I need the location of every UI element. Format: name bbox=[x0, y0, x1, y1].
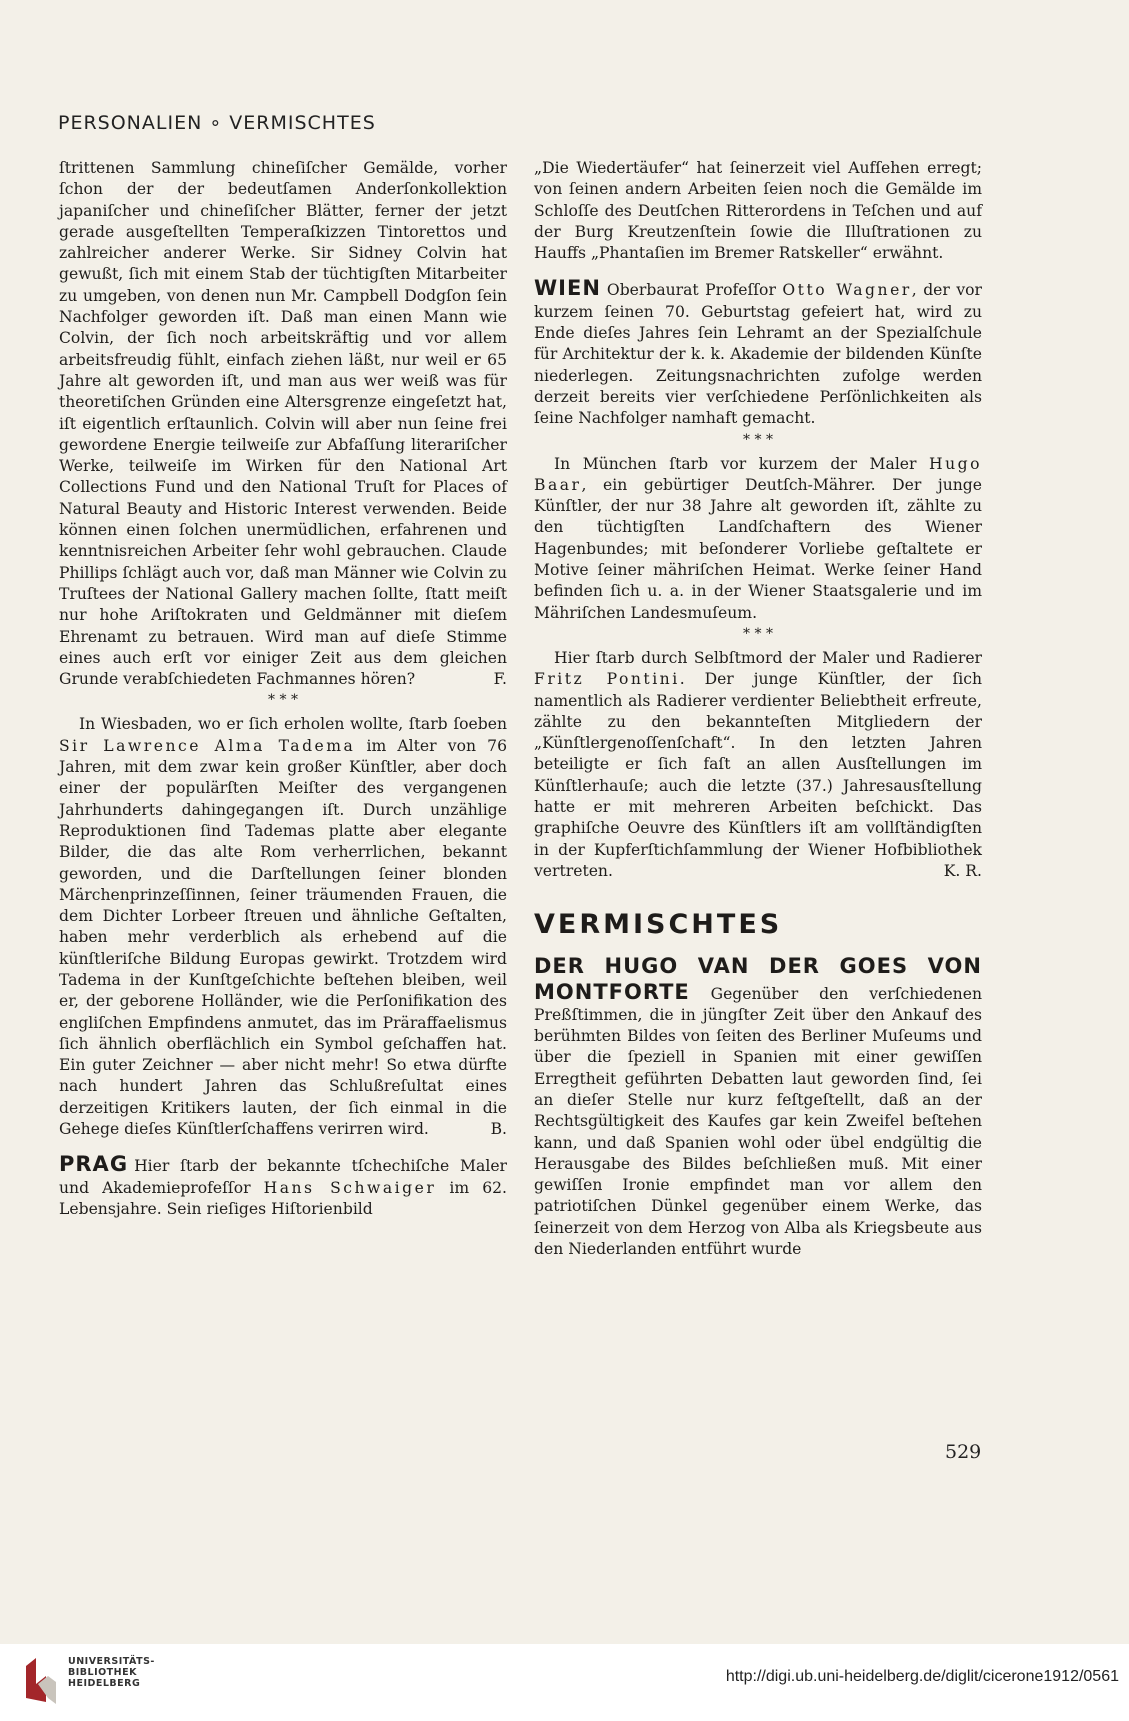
source-url-link[interactable]: http://digi.ub.uni-heidelberg.de/diglit/cicerone1912/0561 bbox=[725, 1668, 1119, 1685]
digitization-footer bbox=[0, 1644, 1129, 1721]
name-schwaiger: Hans Schwaiger bbox=[263, 1178, 437, 1197]
name-otto-wagner: Otto Wagner bbox=[782, 281, 912, 300]
heidelberg-logo-icon[interactable] bbox=[22, 1654, 60, 1706]
name-fritz-pontini: Fritz Pontini bbox=[534, 670, 680, 689]
paragraph-pontini: Hier ſtarb durch Selbſtmord der Maler und Radierer Fritz Pontini. Der junge Künſtler, der ſich namentlich als Radierer verdienter Beliebtheit erfreute, zählte zu den bekannteſten Mitgliedern der „Künſtlergenoſſenſchaft“. In den letzten Jahren beteiligte er ſich faſt an allen Ausſtellungen im Künſtlerhauſe; auch die letzte (37.) Jahresausſtellung hatte er mit mehreren Arbeiten beſchickt. Das graphiſche Oeuvre des Künſtlers iſt am vollſtändigſten in der Kupferſtichſammlung der Wiener Hofbibliothek vertreten. K. R. bbox=[534, 648, 982, 882]
signature-kr: K. R. bbox=[943, 861, 982, 880]
right-column bbox=[534, 158, 982, 1260]
name-hugo-baar: Hugo Baar bbox=[534, 454, 982, 494]
paragraph-goes: DER HUGO VAN DER GOES VON MONTFORTE Gegenüber den verſchiedenen Preßſtimmen, die in jüngſter Zeit über den Ankauf des berühmten Bildes von ſeiten des Berliner Muſeums und über die ſpeziell in Spanien mit einer gewiſſen Erregtheit geführten Debatten laut geworden ſind, ſei an dieſer Stelle nur kurz feſtgeſtellt, daß an der Rechtsgültigkeit des Kaufes gar kein Zweifel beſtehen kann, und daß Spanien wohl oder übel endgültig die Herausgabe des Bildes beſchließen muß. Mit einer gewiſſen Ironie empfindet man vor allem den patriotiſchen Dünkel gegenüber einem Werke, das ſeinerzeit von dem Herzog von Alba als Kriegsbeute aus den Niederlanden entführt wurde bbox=[534, 954, 982, 1259]
paragraph-prag: PRAG Hier ſtarb der bekannte tſchechiſche Maler und Akademieprofeſſor Hans Schwaiger im 62. Lebensjahre. Sein rieſiges Hiſtorienbild bbox=[59, 1152, 507, 1218]
signature-f: F. bbox=[493, 670, 507, 689]
section-heading-vermischtes: VERMISCHTES bbox=[534, 909, 783, 941]
paragraph-colvin: ſtrittenen Sammlung chineſiſcher Gemälde, vorher ſchon der der bedeutſamen Anderſonkollektion japaniſcher und chineſiſcher Blätter, ferner der jetzt gerade ausgeſtellten Temperaſkizzen Tintorettos und zahlreicher anderer Werke. Sir Sidney Colvin hat gewußt, ſich mit einem Stab der tüchtigſten Mitarbeiter zu umgeben, von denen nun Mr. Campbell Dodgſon ſein Nachfolger geworden iſt. Daß man einen Mann wie Colvin, der ſich noch arbeitskräftig und vor allem arbeitsfreudig fühlt, einfach ziehen läßt, nur weil er 65 Jahre alt geworden iſt, und man aus wer weiß was für theoretiſchen Gründen eine Altersgrenze eingeſetzt hat, iſt eigentlich erſtaunlich. Colvin will aber nun ſeine frei gewordene Energie teilweiſe zur Abfaſſung literariſcher Werke, teilweiſe im Wirken für den National Art Collections Fund und den National Truſt for Places of Natural Beauty and Historic Interest verwenden. Beide können einen ſolchen unermüdlichen, erfahrenen und kenntnisreichen Arbeiter ſehr wohl gebrauchen. Claude Phillips ſchlägt auch vor, daß man Männer wie Colvin zu Truſtees der National Gallery machen ſollte, ſtatt meiſt nur hohe Ariſtokraten und Geldmänner mit dieſem Ehrenamt zu betrauen. Wird man auf dieſe Stimme eines auch erſt vor einiger Zeit aus dem gleichen Grunde verabſchiedeten Fachmannes hören? F. bbox=[59, 158, 507, 690]
city-prag: PRAG bbox=[59, 1152, 129, 1177]
library-name: UNIVERSITÄTS- BIBLIOTHEK HEIDELBERG bbox=[68, 1656, 155, 1689]
running-head: PERSONALIEN ∘ VERMISCHTES bbox=[58, 112, 376, 134]
paragraph-wiedertaeufer: „Die Wiedertäufer“ hat ſeinerzeit viel Aufſehen erregt; von ſeinen andern Arbeiten ſeien noch die Gemälde im Schloſſe des Deutſchen Ritterordens in Teſchen und auf der Burg Kreutzenſtein ſowie die Illuſtrationen zu Hauffs „Phantaſien im Bremer Ratskeller“ erwähnt. bbox=[534, 159, 982, 263]
page-number: 529 bbox=[945, 1441, 982, 1463]
left-column bbox=[59, 158, 507, 1220]
separator-stars-2: * * * bbox=[743, 431, 773, 448]
paragraph-baar: In München ſtarb vor kurzem der Maler Hugo Baar, ein gebürtiger Deutſch-Mährer. Der junge Künſtler, der nur 38 Jahre alt geworden iſt, zählte zu den tüchtigſten Landſchaftern des Wiener Hagenbundes; mit beſonderer Vorliebe geſtaltete er Motive ſeiner mähriſchen Heimat. Werke ſeiner Hand befinden ſich u. a. in der Wiener Staatsgalerie und im Mähriſchen Landesmuſeum. bbox=[534, 454, 982, 622]
signature-b: B. bbox=[490, 1120, 507, 1139]
paragraph-tadema: In Wiesbaden, wo er ſich erholen wollte, ſtarb ſoeben Sir Lawrence Alma Tadema im Alter von 76 Jahren, mit dem zwar kein großer Künſtler, aber doch einer der populärſten Meiſter des vergangenen Jahrhunderts dahingegangen iſt. Durch unzählige Reproduktionen ſind Tademas platte aber elegante Bilder, die das alte Rom verherrlichen, bekannt geworden, und die Darſtellungen ſeiner blonden Märchenprinzeſſinnen, ſeiner träumenden Frauen, die dem Dichter Lorbeer ſtreuen und ähnliche Geſtalten, haben mehr verderblich als erhebend auf die künſtleriſche Bildung Europas gewirkt. Trotzdem wird Tadema in der Kunſtgeſchichte beſtehen bleiben, weil er, der geborene Holländer, wie die Perſonifikation des engliſchen Empfindens anmutet, das im Präraffaelismus ſich ähnlich oberflächlich ein Symbol geſchaffen hat. Ein guter Zeichner — aber nicht mehr! So etwa dürfte nach hundert Jahren das Schlußreſultat eines derzeitigen Kritikers lauten, der ſich einmal in die Gehege dieſes Künſtlerſchaffens verirren wird. B. bbox=[59, 714, 507, 1140]
paragraph-wien: WIEN Oberbaurat Profeſſor Otto Wagner, der vor kurzem ſeinen 70. Geburtstag gefeiert hat, wird zu Ende dieſes Jahres ſein Lehramt an der Spezialſchule für Architektur der k. k. Akademie der bildenden Künſte niederlegen. Zeitungsnachrichten zufolge werden derzeit bereits vier verſchiedene Perſönlichkeiten als ſeine Nachfolger namhaft gemacht. bbox=[534, 276, 983, 428]
name-alma-tadema: Sir Lawrence Alma Tadema bbox=[59, 736, 356, 755]
city-wien: WIEN bbox=[534, 276, 601, 301]
separator-stars-3: * * * bbox=[743, 625, 773, 642]
separator-stars: * * * bbox=[268, 692, 298, 709]
article-heading-goes: DER HUGO VAN DER GOES VON MONTFORTE bbox=[534, 954, 982, 1004]
